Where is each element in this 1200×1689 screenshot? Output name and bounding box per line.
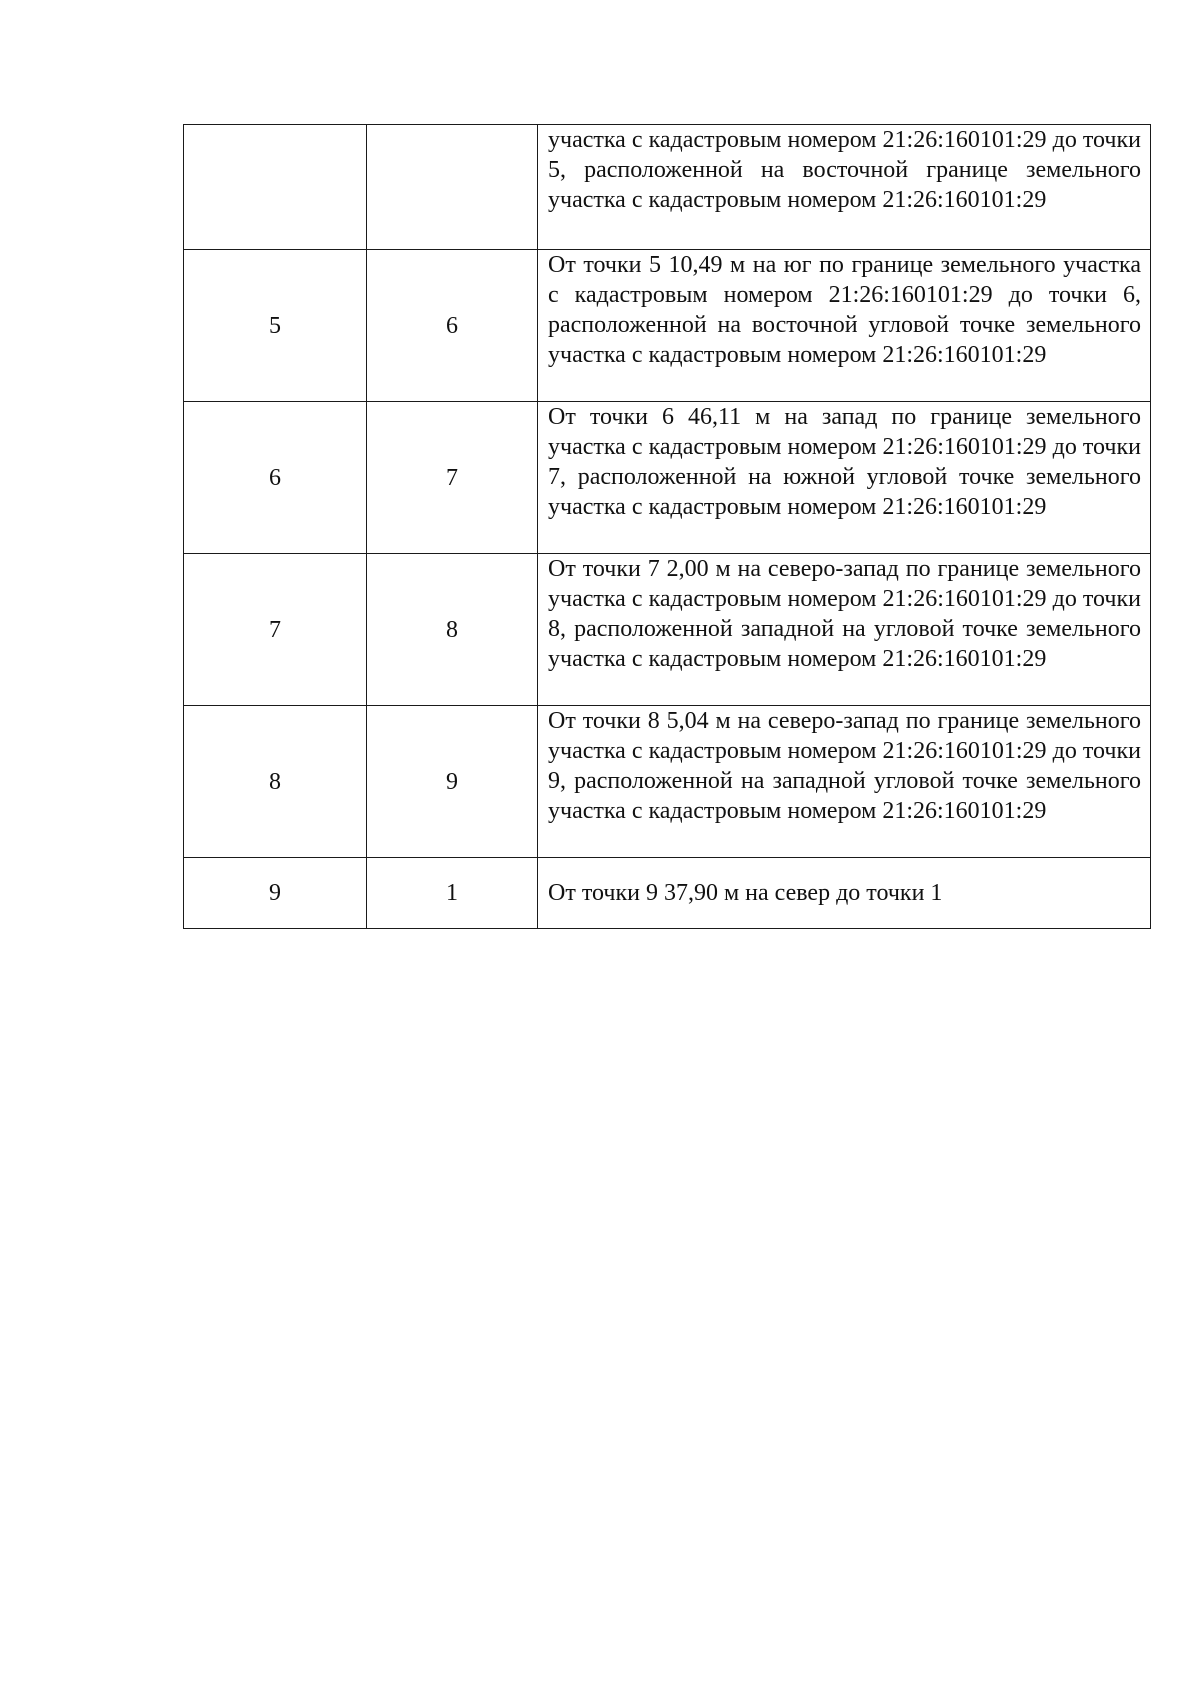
to-point-cell: 6 — [367, 250, 538, 402]
table-row — [184, 250, 1151, 402]
to-point-cell: 1 — [367, 858, 538, 929]
segment-description-cell: От точки 8 5,04 м на северо-запад по границе земельного участка с кадастровым номером 21:26:160101:29 до точки 9, расположенной на западной угловой точке земельного участка с кадастровым номером 21:26:160101:29 — [538, 706, 1151, 858]
segment-description-cell: От точки 6 46,11 м на запад по границе земельного участка с кадастровым номером 21:26:160101:29 до точки 7, расположенной на южной угловой точке земельного участка с кадастровым номером 21:26:160101:29 — [538, 402, 1151, 554]
segment-description-cell: От точки 5 10,49 м на юг по границе земельного участка с кадастровым номером 21:26:160101:29 до точки 6, расположенной на восточной угловой точке земельного участка с кадастровым номером 21:26:160101:29 — [538, 250, 1151, 402]
segment-description-cell: участка с кадастровым номером 21:26:160101:29 до точки 5, расположенной на восточной границе земельного участка с кадастровым номером 21:26:160101:29 — [538, 125, 1151, 250]
from-point-cell — [184, 125, 367, 250]
from-point-cell: 7 — [184, 554, 367, 706]
to-point-cell — [367, 125, 538, 250]
table-row — [184, 125, 1151, 250]
to-point-cell: 8 — [367, 554, 538, 706]
from-point-cell: 9 — [184, 858, 367, 929]
to-point-cell: 7 — [367, 402, 538, 554]
table-row — [184, 554, 1151, 706]
segment-description-cell: От точки 9 37,90 м на север до точки 1 — [538, 858, 1151, 929]
to-point-cell: 9 — [367, 706, 538, 858]
from-point-cell: 8 — [184, 706, 367, 858]
table-row — [184, 706, 1151, 858]
table-row — [184, 858, 1151, 929]
segment-description-cell: От точки 7 2,00 м на северо-запад по границе земельного участка с кадастровым номером 21:26:160101:29 до точки 8, расположенной западной на угловой точке земельного участка с кадастровым номером 21:26:160101:29 — [538, 554, 1151, 706]
from-point-cell: 6 — [184, 402, 367, 554]
table-row — [184, 402, 1151, 554]
boundary-description-table — [183, 124, 1151, 929]
from-point-cell: 5 — [184, 250, 367, 402]
